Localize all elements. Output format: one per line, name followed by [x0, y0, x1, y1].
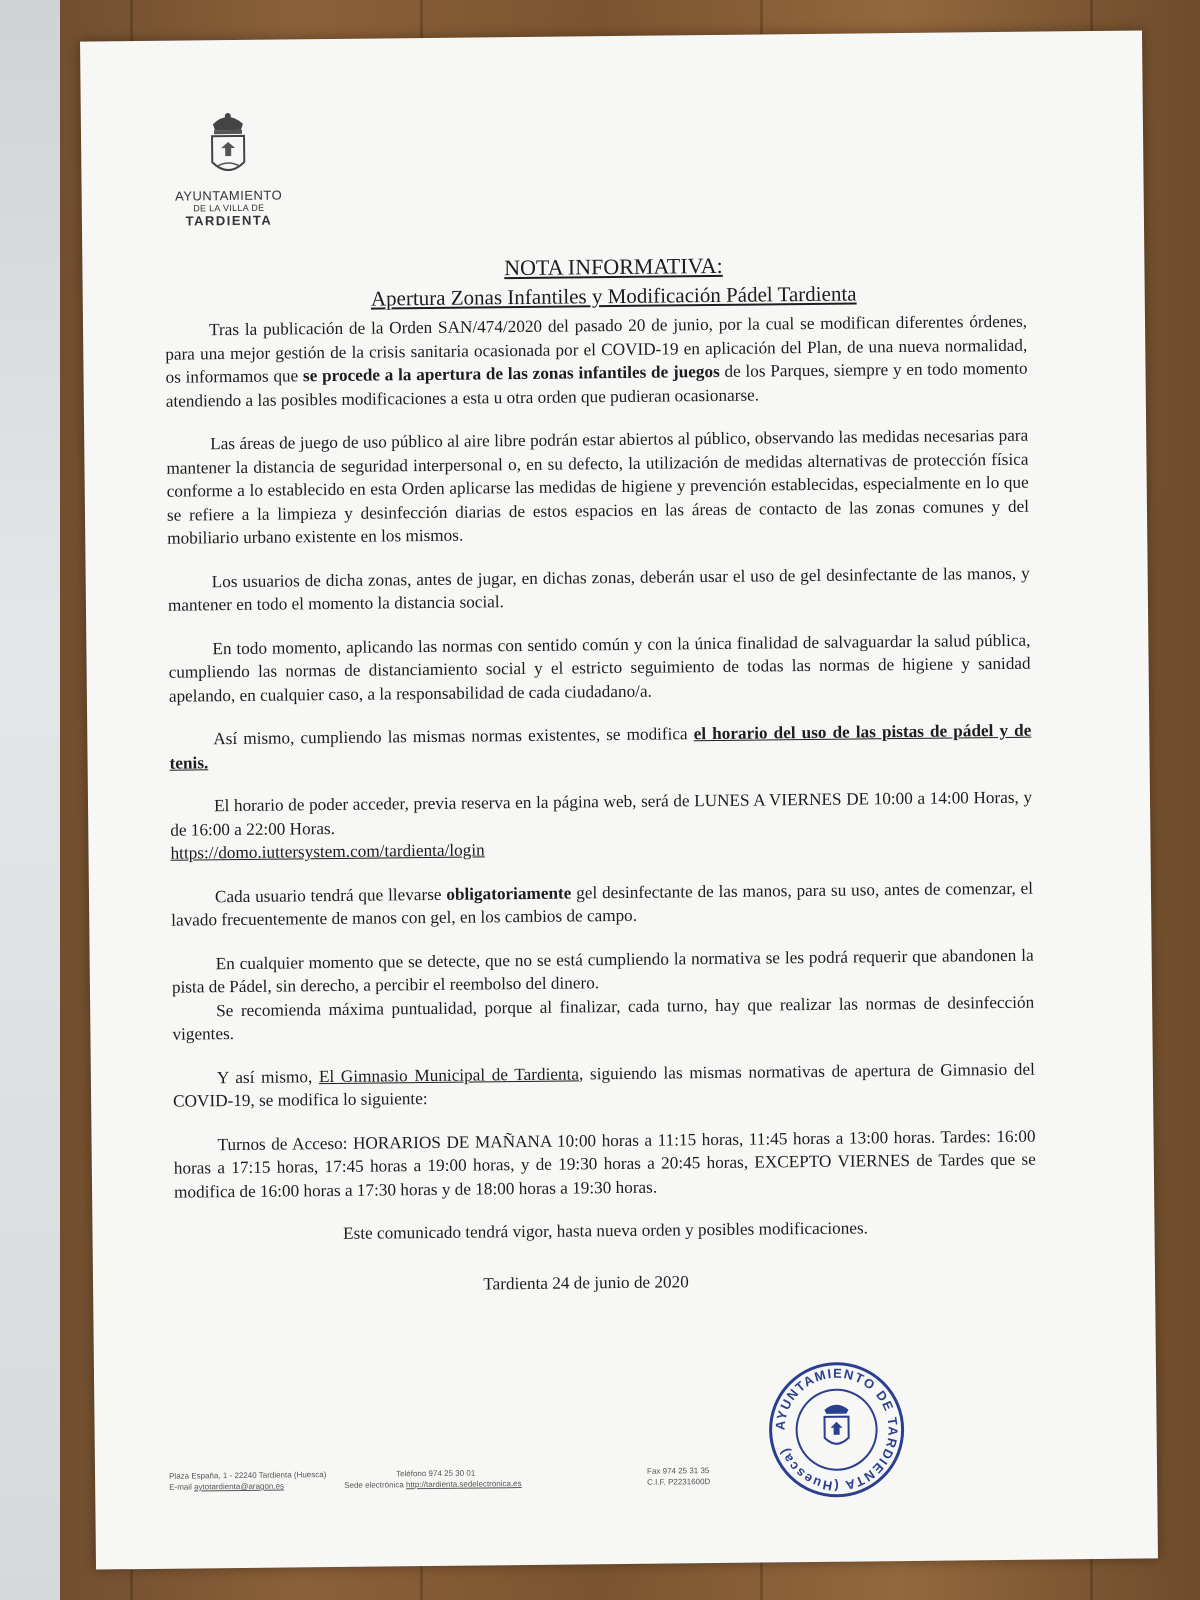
footer-fax-label: Fax	[646, 1466, 661, 1476]
paragraph-text: de los Parques, siempre y en todo momento atendiendo a las posibles modificaciones a esta u otra orden que pudieran ocasionarse.	[165, 358, 1028, 411]
footer-web-label: Sede electrónica	[344, 1480, 404, 1490]
paragraph-4: En todo momento, aplicando las normas con sentido común y con la única finalidad de salvaguardar la salud pública, cumpliendo las normas de distanciamiento social y el estricto seguimiento de todas las normas de higiene y sanidad apelando, en cualquier caso, a la responsabilidad de cada ciudadano/a.	[168, 630, 1031, 706]
emphasis-text: se procede a la apertura de las zonas infantiles de juegos	[302, 361, 720, 386]
municipal-logo	[163, 109, 294, 228]
paragraph-9: Se recomienda máxima puntualidad, porque al finalizar, cada turno, hay que realizar las normas de desinfección vigentes.	[172, 992, 1035, 1044]
paragraph-11: Turnos de Acceso: HORARIOS DE MAÑANA 10:00 horas a 11:15 horas, 11:45 horas a 13:00 horas. Tardes: 16:00 horas a 17:15 horas, 17:45 horas a 19:00 horas, y de 19:30 horas a 20:45 horas, EXCEPTO VIERNES de Tardes que se modifica de 16:00 horas a 17:30 horas y de 18:00 horas a 19:30 horas.	[173, 1126, 1036, 1202]
footer-address-block	[169, 1469, 327, 1493]
document-page	[80, 30, 1158, 1569]
header-line-2: DE LA VILLA DE	[193, 202, 265, 214]
paragraph-2: Las áreas de juego de uso público al aire libre podrán estar abiertos al público, observando las medidas necesarias para mantener la distancia de seguridad interpersonal o, en su defecto, la utilización de medidas alternativas de protección física conforme a lo establecido en esta Orden aplicarse las medidas de higiene y prevención establecidas, especialmente en lo que se refiere a la limpieza y desinfección diarias de estos espacios en las áreas de contacto de las zonas comunes y del mobiliario urbano existente en los mismos.	[166, 425, 1030, 548]
paragraph-1	[165, 310, 1028, 413]
background-wall	[0, 0, 60, 1600]
footer-phone-label: Teléfono	[395, 1469, 427, 1479]
page-title: NOTA INFORMATIVA:	[504, 252, 723, 281]
paragraph-5	[169, 719, 1031, 775]
footer-fiscal-block	[647, 1465, 710, 1488]
header-line-1: AYUNTAMIENTO	[175, 187, 283, 204]
paragraph-6	[170, 786, 1033, 866]
closing-statement: Este comunicado tendrá vigor, hasta nueva orden y posibles modificaciones.	[343, 1218, 869, 1243]
footer-cif: P2231600D	[668, 1477, 711, 1487]
footer-phone: 974 25 30 01	[428, 1468, 476, 1479]
underlined-text: El Gimnasio Municipal de Tardienta	[318, 1063, 580, 1086]
paragraph-8: En cualquier momento que se detecte, que no se está cumpliendo la normativa se les podrá requerir que abandonen la pista de Pádel, sin derecho, a percibir el reembolso del dinero.	[171, 945, 1034, 997]
booking-link[interactable]: https://domo.iuttersystem.com/tardienta/login	[170, 840, 485, 863]
footer-email-label: E-mail	[169, 1482, 192, 1492]
paragraph-text: El horario de poder acceder, previa reserva en la página web, será de LUNES A VIERNES DE 10:00 a 14:00 Horas, y de 16:00 a 22:00 Horas.	[170, 787, 1033, 840]
document-body	[165, 310, 1037, 1319]
header-line-3: TARDIENTA	[185, 212, 273, 229]
page-footer	[169, 1464, 857, 1492]
official-stamp	[766, 1359, 907, 1500]
footer-fax: 974 25 31 35	[662, 1466, 710, 1476]
footer-address: Plaza España, 1 - 22240 Tardienta (Huesca)	[169, 1470, 327, 1481]
footer-contact-block	[344, 1467, 522, 1491]
emphasis-text: el horario del uso de las pistas de pádel y de tenis.	[169, 720, 1032, 773]
place-date: Tardienta 24 de junio de 2020	[483, 1271, 689, 1293]
paragraph-7	[171, 876, 1033, 932]
coat-of-arms-icon	[205, 110, 252, 182]
footer-web[interactable]: http://tardienta.sedelectronica.es	[405, 1479, 522, 1490]
paragraph-10	[173, 1057, 1035, 1113]
stamp-crest-icon	[824, 1405, 848, 1444]
paragraph-text: Así mismo, cumpliendo las mismas normas existentes, se modifica	[213, 724, 694, 749]
paragraph-text: Cada usuario tendrá que llevarse	[214, 884, 447, 906]
emphasis-text: obligatoriamente	[446, 883, 572, 904]
paragraph-3: Los usuarios de dicha zonas, antes de jugar, en dichas zonas, deberán usar el uso de gel desinfectante de las manos, y mantener en todo el momento la distancia social.	[167, 563, 1030, 615]
page-subtitle: Apertura Zonas Infantiles y Modificación Pádel Tardienta	[370, 281, 857, 311]
footer-cif-label: C.I.F.	[647, 1477, 666, 1487]
title-block	[82, 248, 1145, 314]
paragraph-text: gel desinfectante de las manos, para su uso, antes de comenzar, el lavado frecuentemente de manos con gel, en los cambios de campo.	[171, 878, 1034, 930]
paragraph-text: , siguiendo las mismas normativas de apertura de Gimnasio del COVID-19, se modifica lo siguiente:	[173, 1059, 1035, 1111]
paragraph-text: Tras la publicación de la Orden SAN/474/2020 del pasado 20 de junio, por la cual se modifican diferentes órdenes, para una mejor gestión de la crisis sanitaria ocasionada por el COVID-19 en aplicación del Plan, de una nueva normalidad, os informamos que	[165, 311, 1028, 387]
footer-email[interactable]: aytotardienta@aragon.es	[194, 1481, 285, 1492]
paragraph-text: Y así mismo,	[216, 1066, 320, 1087]
stamp-text: AYUNTAMIENTO DE TARDIENTA (Huesca)	[772, 1365, 901, 1494]
